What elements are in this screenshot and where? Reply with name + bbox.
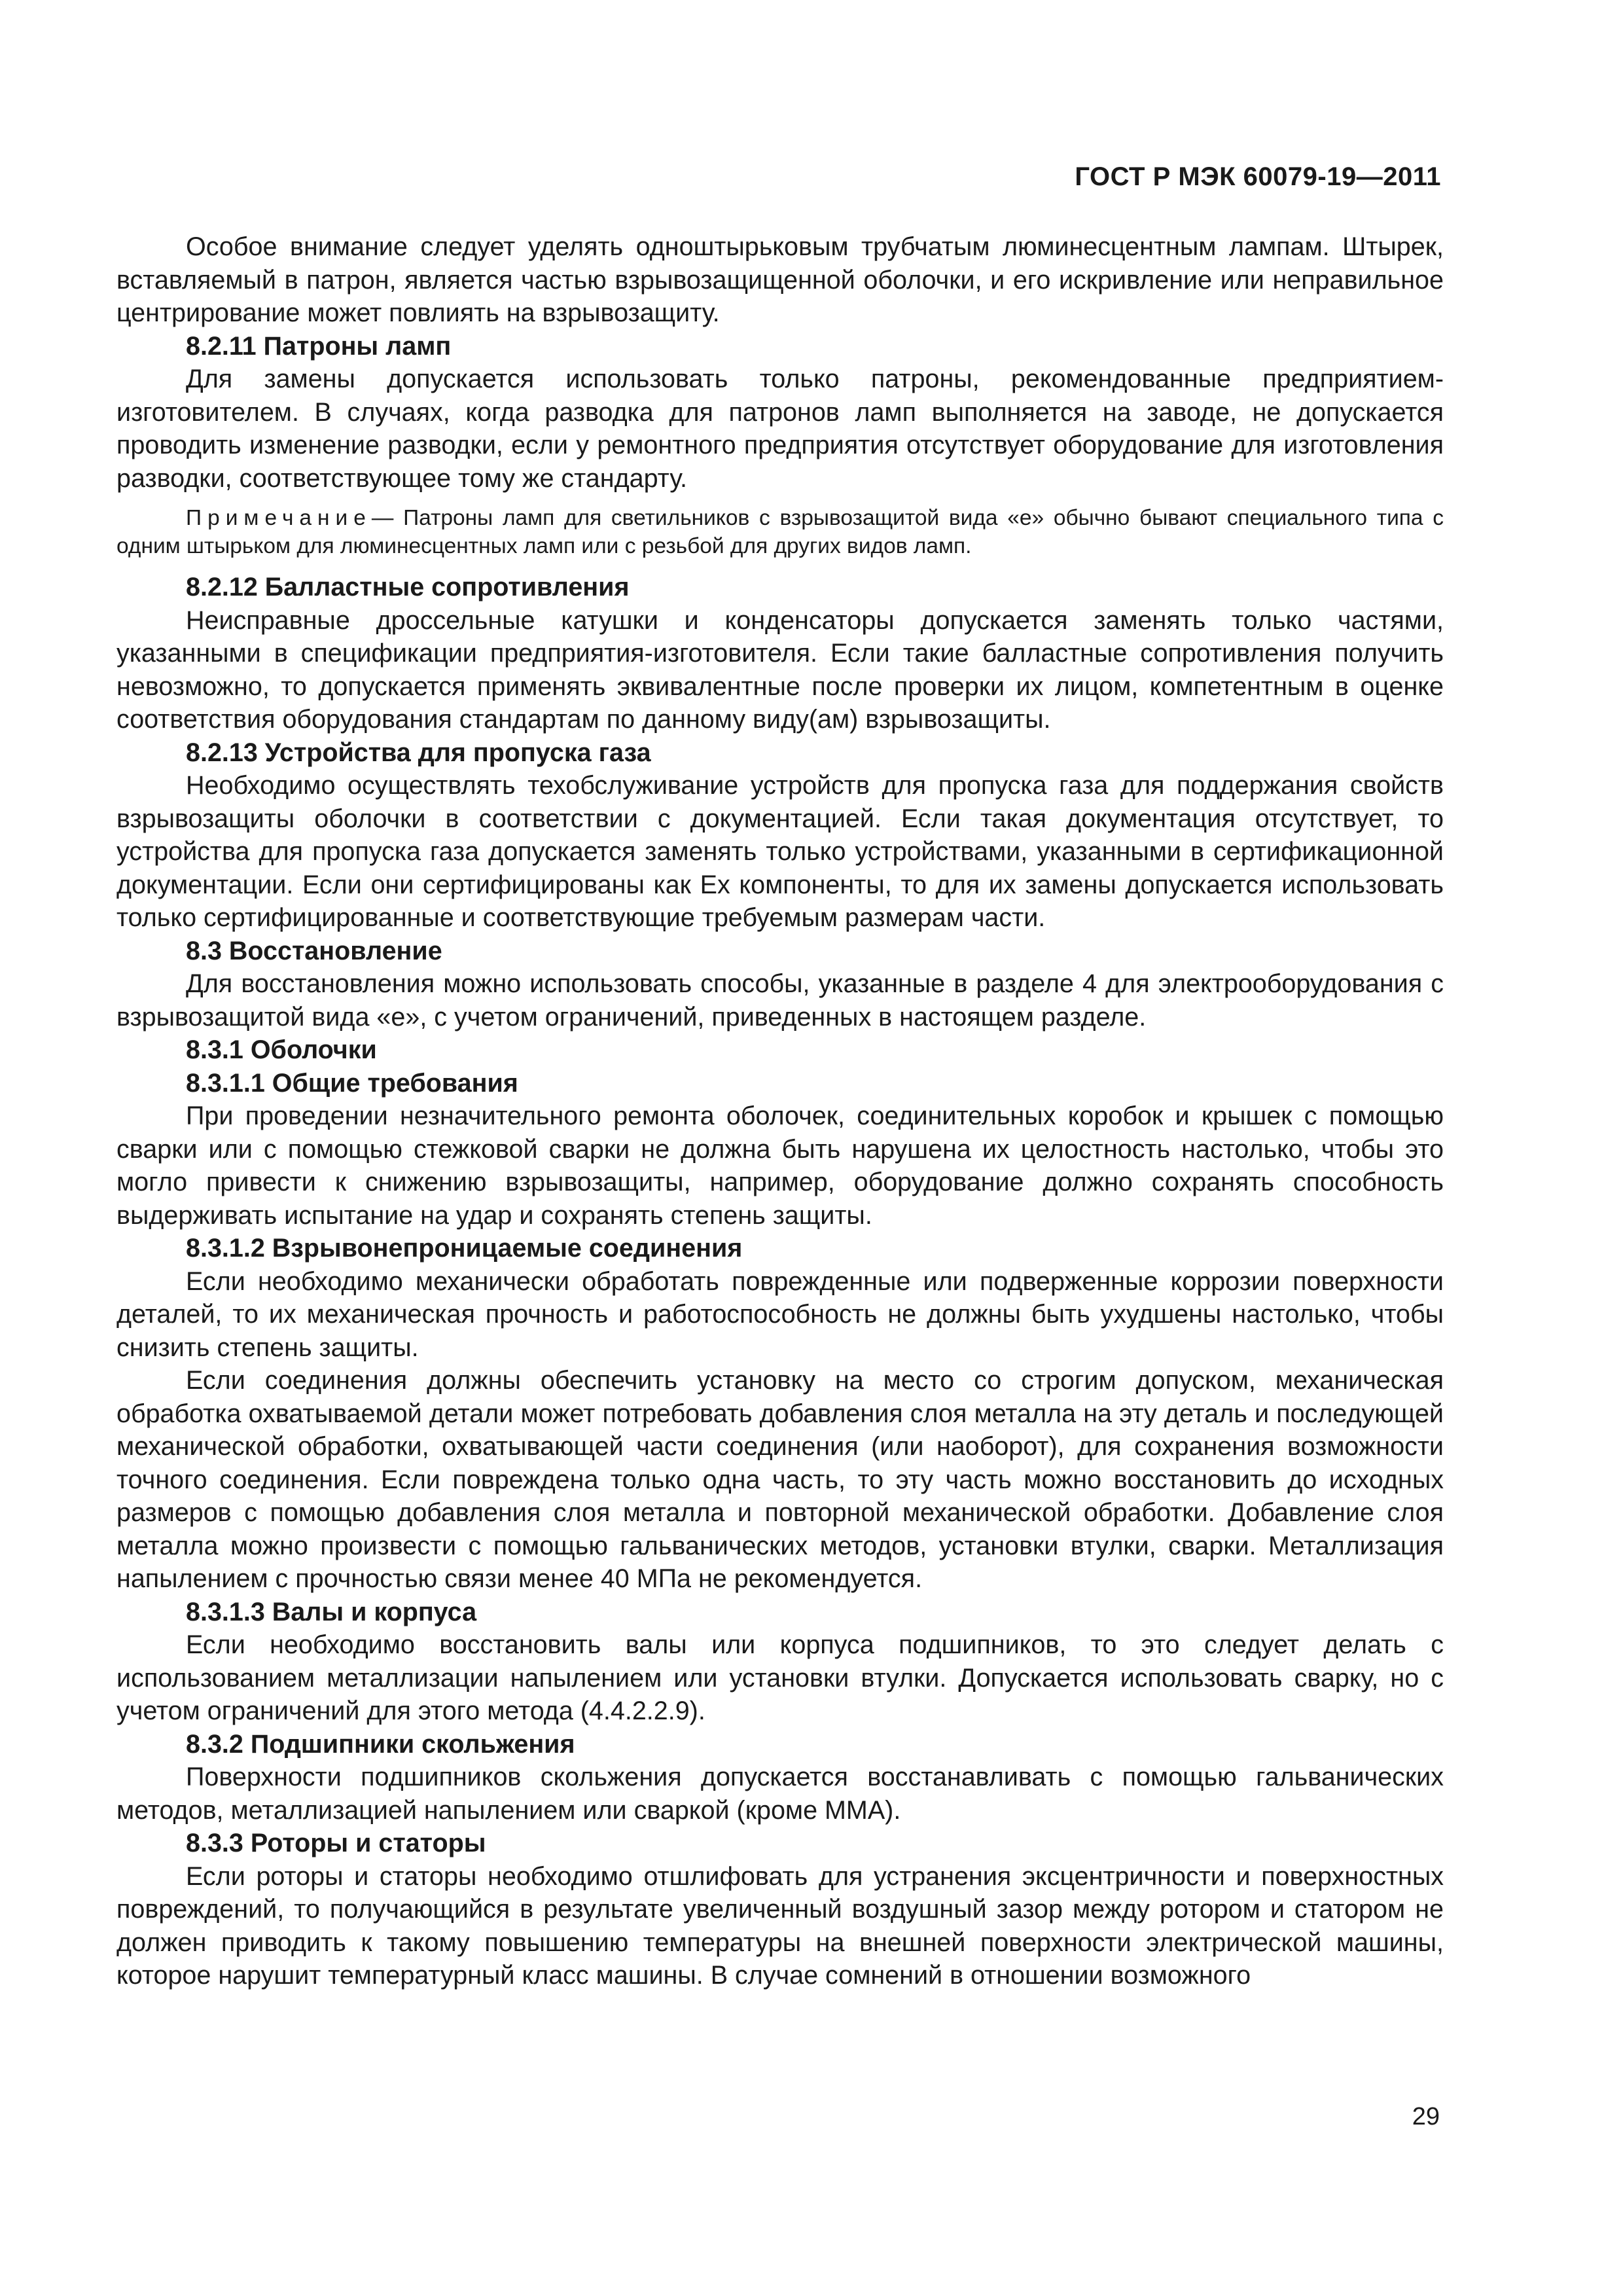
paragraph-8-3-1-3: Если необходимо восстановить валы или корпуса подшипников, то это следует делать с использованием металлизации напылением или установки втулки. Допускается использовать сварку, но с учетом ограничений для этого метода (4.4.2.2.9). — [116, 1630, 1444, 1725]
paragraph-8-3-1-1: При проведении незначительного ремонта оболочек, соединительных коробок и крышек с помощью сварки или с помощью стежковой сварки не должна быть нарушена их целостность настолько, чтобы это могло привести к снижению взрывозащиты, например, оборудование должно сохранять способность выдерживать испытание на удар и сохранять степень защиты. — [116, 1102, 1444, 1230]
note-text: — Патроны ламп для светильников с взрывозащитой вида «е» обычно бывают специального типа с одним штырьком для люминесцентных ламп или с резьбой для других видов ламп. — [116, 506, 1444, 558]
paragraph-8-3-1-2-b: Если соединения должны обеспечить установку на место со строгим допуском, механическая обработка охватываемой детали может потребовать добавления слоя металла на эту деталь и последующей механической обработки, охватывающей части соединения (или наоборот), для сохранения возможности точного соединения. Если повреждена только одна часть, то эту часть можно восстановить до исходных размеров с помощью добавления слоя металла и повторной механической обработки. Добавление слоя металла можно произвести с помощью гальванических методов, установки втулки, сварки. Металлизация напылением с прочностью связи менее 40 МПа не рекомендуется. — [116, 1366, 1444, 1593]
heading-8-3-1-2: 8.3.1.2 Взрывонепроницаемые соединения — [186, 1234, 743, 1263]
paragraph-lamps-intro: Особое внимание следует уделять одноштырьковым трубчатым люминесцентным лампам. Штырек, вставляемый в патрон, является частью взрывозащищенной оболочки, и его искривление или неправильное центрирование может повлиять на взрывозащиту. — [116, 232, 1444, 327]
paragraph-8-3-3: Если роторы и статоры необходимо отшлифовать для устранения эксцентричности и поверхностных повреждений, то получающийся в результате увеличенный воздушный зазор между ротором и статором не должен приводить к такому повышению температуры на внешней поверхности электрической машины, которое нарушит температурный класс машины. В случае сомнений в отношении возможного — [116, 1861, 1444, 1990]
paragraph-8-3-1-2-a: Если необходимо механически обработать поврежденные или подверженные коррозии поверхности деталей, то их механическая прочность и работоспособность не должны быть ухудшены настолько, чтобы снизить степень защиты. — [116, 1266, 1444, 1362]
heading-8-3-1-1: 8.3.1.1 Общие требования — [186, 1068, 518, 1098]
paragraph-8-3-2: Поверхности подшипников скольжения допускается восстанавливать с помощью гальванических методов, металлизацией напылением или сваркой (кроме ММА). — [116, 1763, 1444, 1825]
heading-8-3: 8.3 Восстановление — [186, 936, 442, 965]
paragraph-8-2-11: Для замены допускается использовать только патроны, рекомендованные предприятием-изготовителем. В случаях, когда разводка для патронов ламп выполняется на заводе, не допускается проводить изменение разводки, если у ремонтного предприятия отсутствует оборудование для изготовления разводки, соответствующее тому же стандарту. — [116, 365, 1444, 493]
paragraph-8-2-13: Необходимо осуществлять техобслуживание устройств для пропуска газа для поддержания свойств взрывозащиты оболочки в соответствии с документацией. Если такая документация отсутствует, то устройства для пропуска газа допускается заменять только устройствами, указанными в сертификационной документации. Если они сертифицированы как Ex компоненты, то для их замены допускается использовать только сертифицированные и соответствующие требуемым размерам части. — [116, 771, 1444, 932]
paragraph-8-3: Для восстановления можно использовать способы, указанные в разделе 4 для электрооборудования с взрывозащитой вида «е», с учетом ограничений, приведенных в настоящем разделе. — [116, 969, 1444, 1031]
heading-8-2-11: 8.2.11 Патроны ламп — [186, 331, 452, 361]
paragraph-8-2-12: Неисправные дроссельные катушки и конденсаторы допускается заменять только частями, указанными в спецификации предприятия-изготовителя. Если такие балластные сопротивления получить невозможно, то допускается применять эквивалентные после проверки их лицом, компетентным в оценке соответствия оборудования стандартам по данному виду(ам) взрывозащиты. — [116, 605, 1444, 734]
document-body — [116, 230, 1444, 1992]
document-header-id: ГОСТ Р МЭК 60079-19—2011 — [1075, 162, 1441, 191]
heading-8-3-1: 8.3.1 Оболочки — [186, 1035, 377, 1064]
heading-8-2-13: 8.2.13 Устройства для пропуска газа — [186, 738, 651, 767]
heading-8-3-1-3: 8.3.1.3 Валы и корпуса — [186, 1597, 477, 1626]
note — [116, 504, 1444, 560]
heading-8-3-3: 8.3.3 Роторы и статоры — [186, 1829, 486, 1857]
note-label: Примечание — [186, 506, 372, 530]
page-number: 29 — [1412, 2103, 1440, 2130]
heading-8-2-12: 8.2.12 Балластные сопротивления — [186, 573, 630, 601]
heading-8-3-2: 8.3.2 Подшипники скольжения — [186, 1729, 575, 1759]
